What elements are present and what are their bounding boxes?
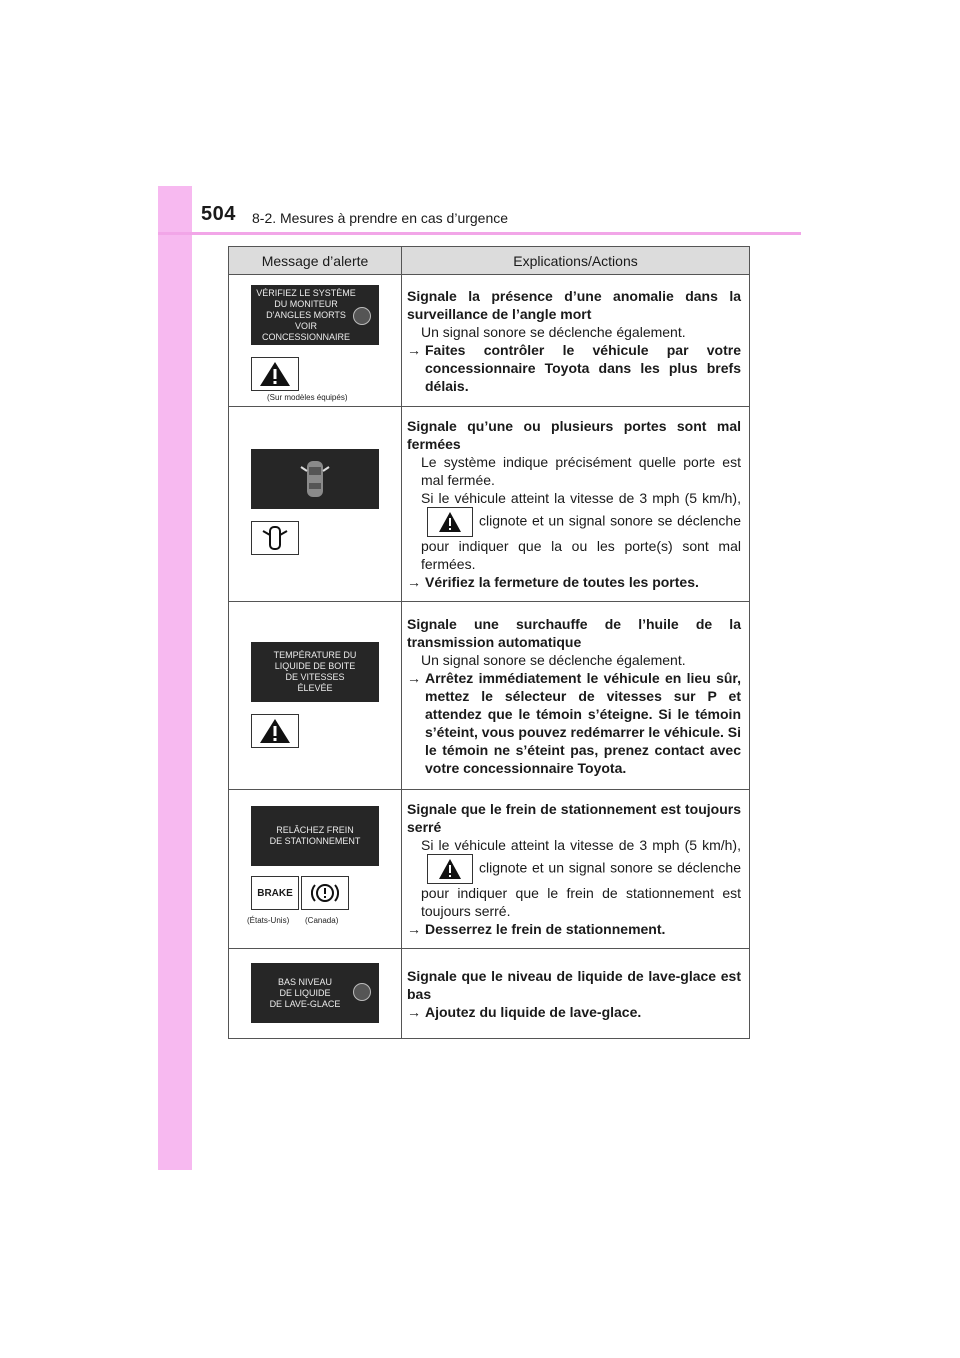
row-action: → Arrêtez immédiatement le véhicule en lieu sûr, mettez le sélecteur de vitesses sur P et attendez que le témoin s’éteigne. Si le témoin s’éteint, vous pouvez redémarrer le véhicule. Si le témoin ne s’éteint pas, prenez contact avec votre concessionnaire Toyota. <box>407 669 741 776</box>
arrow-icon: → <box>407 574 421 590</box>
row-title: Signale la présence d’une anomalie dans la surveillance de l’angle mort <box>407 287 741 322</box>
row-body: Le système indique précisément quelle porte est mal fermée. <box>421 454 741 488</box>
bsm-icon <box>353 307 371 325</box>
page-number: 504 <box>201 203 236 225</box>
row-action: → Vérifiez la fermeture de toutes les portes. <box>407 574 699 590</box>
row-title: Signale une surchauffe de l’huile de la transmission automatique <box>407 615 741 650</box>
warning-icon <box>427 854 473 884</box>
row-body: Un signal sonore se déclenche également. <box>421 651 686 668</box>
brake-icon: BRAKE <box>251 876 299 910</box>
section-title: 8-2. Mesures à prendre en cas d’urgence <box>252 210 509 226</box>
table-header-row <box>229 247 750 275</box>
warning-icon <box>427 507 473 537</box>
door-open-icon <box>251 521 299 555</box>
warning-icon <box>251 714 299 748</box>
row-body: Un signal sonore se déclenche également. <box>421 323 686 340</box>
chapter-sidebar <box>158 186 192 1170</box>
door-screen <box>251 449 379 509</box>
row-title: Signale qu’une ou plusieurs portes sont mal fermées <box>407 418 741 452</box>
row-action: → Faites contrôler le véhicule par votre concessionnaire Toyota dans les plus brefs délais. <box>407 341 741 394</box>
arrow-icon: → <box>407 669 421 686</box>
alert-screen: BAS NIVEAU DE LIQUIDE DE LAVE-GLACE <box>251 963 379 1023</box>
table-row <box>229 407 750 602</box>
explanation-cell <box>402 275 750 407</box>
arrow-icon: → <box>407 341 421 358</box>
row-title: Signale que le frein de stationnement est toujours serré <box>407 801 741 835</box>
explanation-cell <box>402 602 750 790</box>
car-top-icon <box>300 457 330 501</box>
parking-brake-icon <box>301 876 349 910</box>
header-explanations: Explications/Actions <box>402 247 750 275</box>
warning-icon <box>251 357 299 391</box>
header-rule <box>158 232 801 235</box>
message-cell <box>229 407 402 602</box>
table-row <box>229 790 750 949</box>
row-action: → Ajoutez du liquide de lave-glace. <box>407 1003 642 1020</box>
header-message: Message d’alerte <box>229 247 402 275</box>
table-row <box>229 275 750 407</box>
note-us: (États-Unis) <box>247 916 290 925</box>
message-cell <box>229 275 402 407</box>
explanation-cell <box>402 407 750 602</box>
explanation-cell <box>402 949 750 1039</box>
row-action: → Desserrez le frein de stationnement. <box>407 921 666 937</box>
arrow-icon: → <box>407 1003 421 1020</box>
row-body: Si le véhicule atteint la vitesse de 3 mph (5 km/h),clignote et un signal sonore se déclenche pour indiquer que le frein de stationnement est toujours serré. <box>421 837 741 919</box>
row-title: Signale que le niveau de liquide de lave-glace est bas <box>407 967 741 1002</box>
equipped-note: (Sur modèles équipés) <box>267 393 348 402</box>
message-cell <box>229 602 402 790</box>
message-cell <box>229 949 402 1039</box>
arrow-icon: → <box>407 921 421 937</box>
table-row <box>229 602 750 790</box>
alert-screen: VÉRIFIEZ LE SYSTÈME DU MONITEUR D’ANGLES MORTS VOIR CONCESSIONNAIRE <box>251 285 379 345</box>
note-canada: (Canada) <box>305 916 339 925</box>
message-cell <box>229 790 402 949</box>
alert-table <box>228 246 750 1039</box>
row-body: Si le véhicule atteint la vitesse de 3 mph (5 km/h),clignote et un signal sonore se déclenche pour indiquer que la ou les porte(s) sont mal fermées. <box>421 490 741 572</box>
alert-screen: RELÂCHEZ FREIN DE STATIONNEMENT <box>251 806 379 866</box>
washer-icon <box>353 983 371 1001</box>
alert-screen: TEMPÉRATURE DU LIQUIDE DE BOITE DE VITESSES ÉLEVÉE <box>251 642 379 702</box>
explanation-cell <box>402 790 750 949</box>
table-row <box>229 949 750 1039</box>
